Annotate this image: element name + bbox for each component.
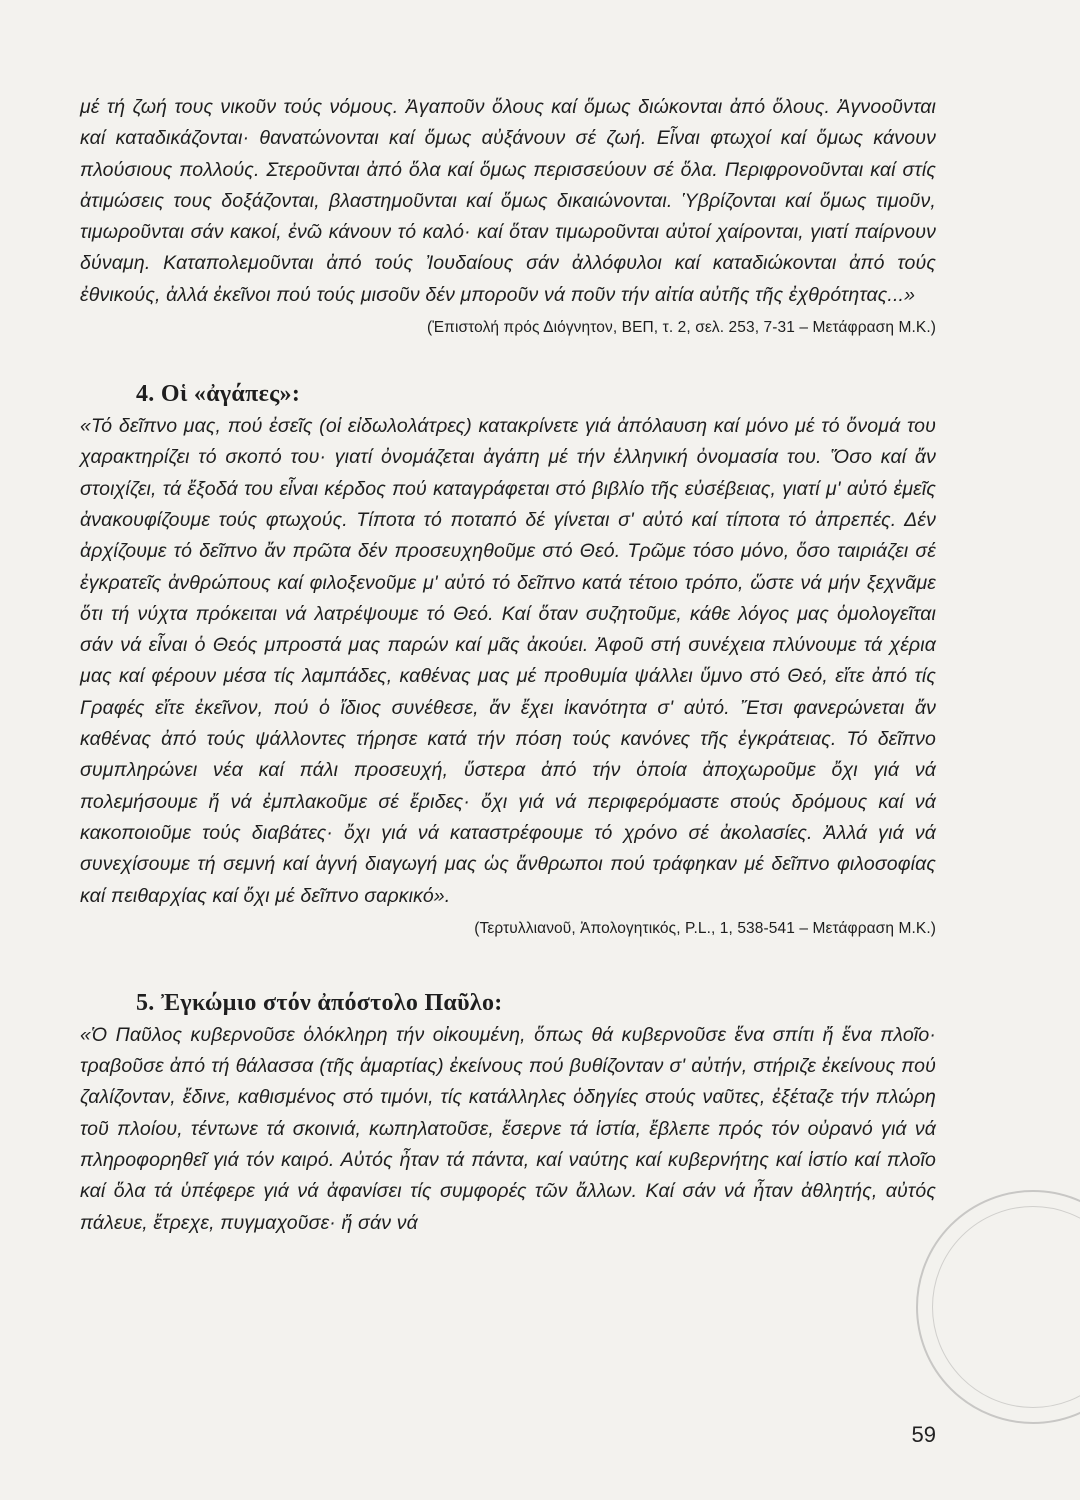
library-stamp xyxy=(916,1190,1080,1424)
intro-paragraph: μέ τή ζωή τους νικοῦν τούς νόμους. Ἀγαποῦν ὅλους καί ὅμως διώκονται ἀπό ὅλους. Ἀγνοοῦνται καί καταδικάζονται· θανατώνονται καί ὅμως αὐξάνουν σέ ζωή. Εἶναι φτωχοί καί ὅμως κάνουν πλούσιους πολλούς. Στεροῦνται ἀπό ὅλα καί ὅμως περισσεύουν σέ ὅλα. Περιφρονοῦνται καί στίς ἀτιμώσεις τους δοξάζονται, βλαστημοῦνται καί ὅμως δικαιώνονται. Ὑβρίζονται καί ὅμως τιμοῦν, τιμωροῦνται σάν κακοί, ἐνῶ κάνουν τό καλό· καί ὅταν τιμωροῦνται αὐτοί χαίρονται, γιατί παίρνουν δύναμη. Καταπολεμοῦνται ἀπό τούς Ἰουδαίους σάν ἀλλόφυλοι καί καταδιώκονται ἀπό τούς ἐθνικούς, ἀλλά ἐκεῖνοι πού τούς μισοῦν δέν μποροῦν νά ποῦν τήν αἰτία αὐτῆς τῆς ἐχθρότητας...» xyxy=(80,96,936,306)
document-page xyxy=(80,92,936,1239)
intro-citation: (Ἐπιστολή πρός Διόγνητον, ΒΕΠ, τ. 2, σελ. 253, 7-31 – Μετάφραση Μ.Κ.) xyxy=(426,319,936,337)
section-5-heading: 5. Ἐγκώμιο στόν ἀπόστολο Παῦλο: xyxy=(136,989,503,1016)
section-4-heading: 4. Οἱ «ἀγάπες»: xyxy=(136,381,301,408)
section-5-paragraph: «Ὁ Παῦλος κυβερνοῦσε ὁλόκληρη τήν οἰκουμένη, ὅπως θά κυβερνοῦσε ἕνα σπίτι ἤ ἕνα πλοῖο· τραβοῦσε ἀπό τή θάλασσα (τῆς ἁμαρτίας) ἐκείνους πού βυθίζονταν σ' αὐτήν, στήριζε ἐκείνους πού ζαλίζονταν, ἔδινε, καθισμένος στό τιμόνι, τίς κατάλληλες ὁδηγίες στούς ναῦτες, ἐξέταζε τήν πλώρη τοῦ πλοίου, τέντωνε τά σκοινιά, κωπηλατοῦσε, ἔσερνε τά ἱστία, ἔβλεπε πρός τόν οὐρανό γιά νά πληροφορηθεῖ γιά τόν καιρό. Αὐτός ἦταν τά πάντα, καί ναύτης καί κυβερνήτης καί ἱστίο καί πλοῖο καί ὅλα τά ὑπέφερε γιά νά ἀφανίσει τίς συμφορές τῶν ἄλλων. Καί σάν νά ἦταν ἀθλητής, αὐτός πάλευε, ἔτρεχε, πυγμαχοῦσε· ἤ σάν νά xyxy=(80,1023,936,1234)
page-number: 59 xyxy=(911,1422,936,1447)
section-4-paragraph: «Τό δεῖπνο μας, πού ἐσεῖς (οἱ εἰδωλολάτρες) κατακρίνετε γιά ἀπόλαυση καί μόνο μέ τό ὄνομά του χαρακτηρίζει τό σκοπό του· γιατί ὀνομάζεται ἀγάπη μέ τήν ἑλληνική ὀνομασία του. Ὅσο καί ἄν στοιχίζει, τά ἔξοδά του εἶναι κέρδος πού καταγράφεται στό βιβλίο τῆς εὐσέβειας, γιατί μ' αὐτό ἐμεῖς ἀνακουφίζουμε τούς φτωχούς. Τίποτα τό ποταπό δέ γίνεται σ' αὐτό καί τίποτα τό ἀπρεπές. Δέν ἀρχίζουμε τό δεῖπνο ἄν πρῶτα δέν προσευχηθοῦμε στό Θεό. Τρῶμε τόσο μόνο, ὅσο ταιριάζει σέ ἐγκρατεῖς ἀνθρώπους καί φιλοξενοῦμε μ' αὐτό τό δεῖπνο κατά τέτοιο τρόπο, ὥστε νά μήν ξεχνᾶμε ὅτι τή νύχτα πρόκειται νά λατρέψουμε τό Θεό. Καί ὅταν συζητοῦμε, κάθε λόγος μας ὁμολογεῖται σάν νά εἶναι ὁ Θεός μπροστά μας παρών καί μᾶς ἀκούει. Ἀφοῦ στή συνέχεια πλύνουμε τά χέρια μας καί φέρουν μέσα τίς λαμπάδες, καθένας μας μέ προθυμία ψάλλει ὕμνο στό Θεό, εἴτε ἀπό τίς Γραφές εἴτε ἐκεῖνον, πού ὁ ἴδιος συνέθεσε, ἄν ἔχει ἱκανότητα σ' αὐτό. Ἔτσι φανερώνεται ἄν καθένας ἀπό τούς ψάλλοντες τήρησε κατά τήν πόση τούς κανόνες τῆς ἐγκράτειας. Τό δεῖπνο συμπληρώνει νέα καί πάλι προσευχή, ὕστερα ἀπό τήν ὁποία ἀποχωροῦμε ὄχι γιά νά πολεμήσουμε ἤ νά ἐμπλακοῦμε σέ ἔριδες· ὄχι γιά νά περιφερόμαστε στούς δρόμους καί νά κακοποιοῦμε τούς διαβάτες· ὄχι γιά νά καταστρέφουμε τό χρόνο σέ ἀκολασίες. Ἀλλά γιά νά συνεχίσουμε τή σεμνή καί ἁγνή διαγωγή μας ὡς ἄνθρωποι πού τράφηκαν μέ δεῖπνο φιλοσοφίας καί πειθαρχίας καί ὄχι μέ δεῖπνο σαρκικό». xyxy=(80,415,936,907)
section-4-citation: (Τερτυλλιανοῦ, Ἀπολογητικός, P.L., 1, 538-541 – Μετάφραση Μ.Κ.) xyxy=(474,919,936,937)
